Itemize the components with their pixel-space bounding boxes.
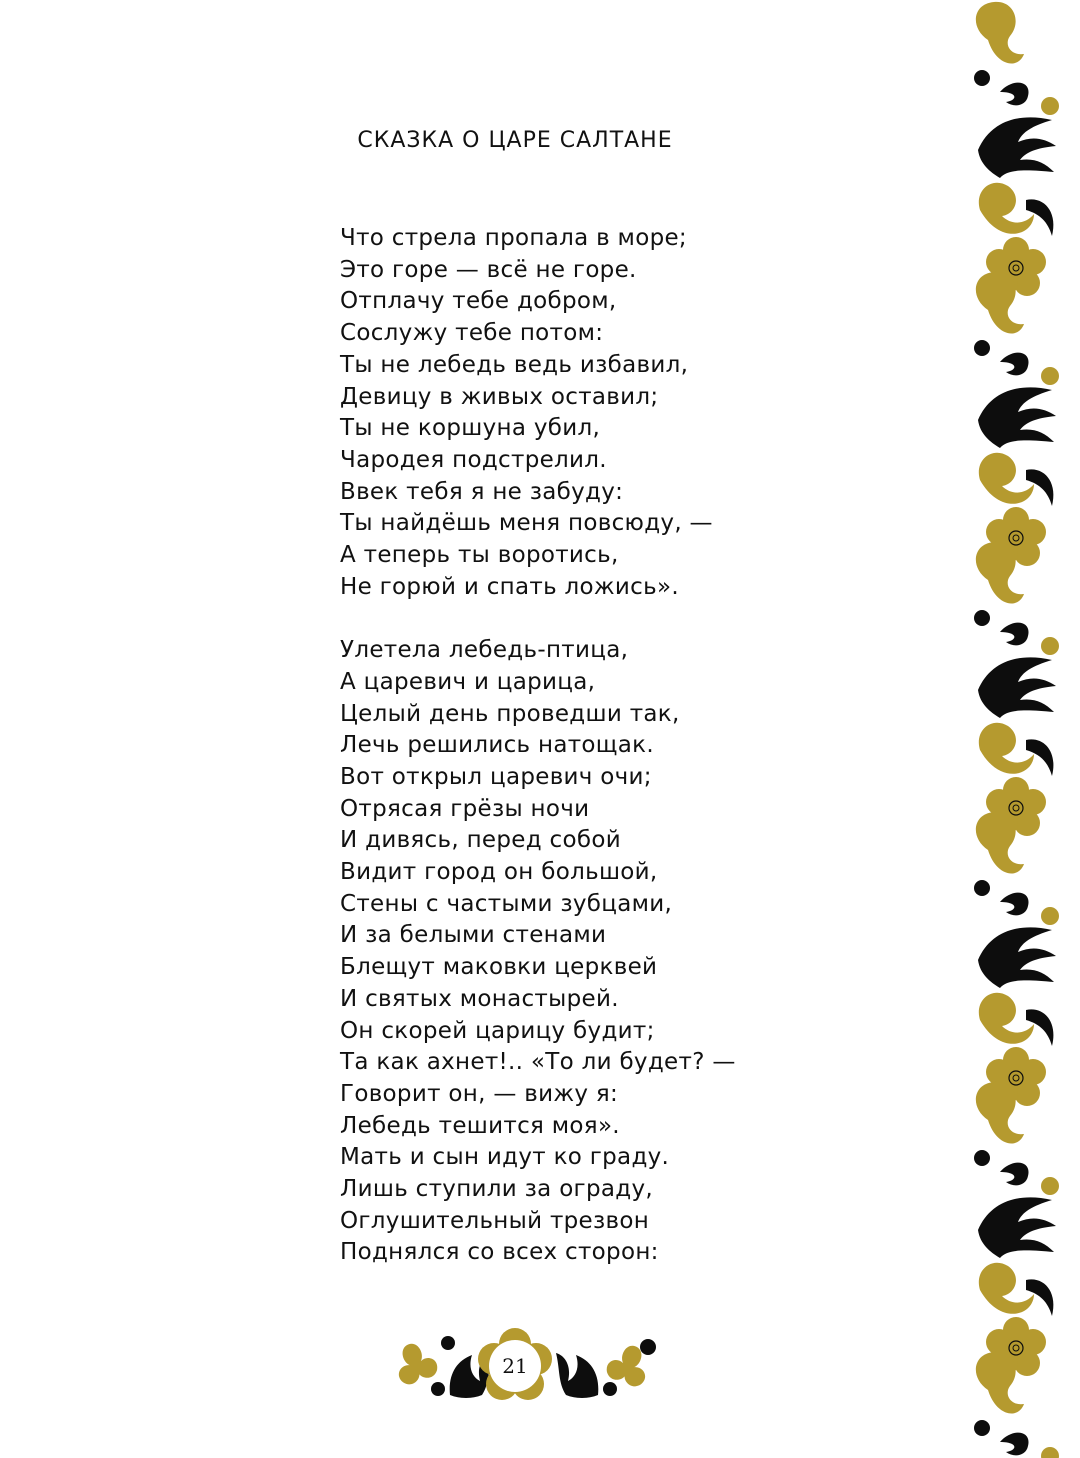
verse-line: Та как ахнет!.. «То ли будет? — [340, 1049, 736, 1076]
verse-line: И святых монастырей. [340, 985, 619, 1012]
verse-line: Ты не коршуна убил, [340, 415, 601, 442]
dot-icon [640, 1339, 656, 1355]
verse-line: Улетела лебедь-птица, [340, 637, 629, 664]
dot-icon [603, 1382, 617, 1396]
dot-icon [431, 1382, 445, 1396]
verse-line: Поднялся со всех сторон: [340, 1239, 659, 1266]
verse-line: Говорит он, — вижу я: [340, 1080, 619, 1107]
verse-line: Ты не лебедь ведь избавил, [340, 351, 689, 378]
verse-line: А теперь ты воротись, [340, 542, 619, 569]
verse-line: И за белыми стенами [340, 922, 607, 949]
verse-line: Сослужу тебе потом: [340, 320, 604, 347]
verse-line: И дивясь, перед собой [340, 827, 621, 854]
page-number: 21 [489, 1340, 541, 1392]
dot-icon [441, 1336, 455, 1350]
flower-icon [390, 1338, 440, 1388]
verse-line: Видит город он большой, [340, 859, 658, 886]
verse-line: Блещут маковки церквей [340, 954, 658, 981]
running-title: СКАЗКА О ЦАРЕ САЛТАНЕ [357, 128, 673, 153]
verse-line: Ты найдёшь меня повсюду, — [340, 510, 713, 537]
verse-line: Отрясая грёзы ночи [340, 795, 590, 822]
verse-line: Оглушительный трезвон [340, 1207, 650, 1234]
leaf-icon [556, 1353, 598, 1398]
verse-line: Это горе — всё не горе. [340, 256, 637, 283]
verse-line: Девицу в живых оставил; [340, 383, 659, 410]
ornament-border [960, 0, 1080, 1458]
stanza-1 [340, 223, 800, 603]
poem-text [340, 223, 800, 1269]
stanza-2 [340, 635, 800, 1269]
verse-line: Лебедь тешится моя». [340, 1112, 620, 1139]
verse-line: Не горюй и спать ложись». [340, 573, 679, 600]
verse-line: Что стрела пропала в море; [340, 225, 687, 251]
verse-line: Ввек тебя я не забуду: [340, 478, 624, 505]
verse-line: Отплачу тебе добром, [340, 288, 617, 315]
verse-line: Лишь ступили за ограду, [340, 1176, 653, 1203]
verse-line: А царевич и царица, [340, 668, 596, 695]
verse-line: Лечь решились натощак. [340, 732, 654, 759]
verse-line: Стены с частыми зубцами, [340, 890, 673, 917]
verse-line: Мать и сын идут ко граду. [340, 1144, 670, 1171]
verse-line: Он скорей царицу будит; [340, 1017, 655, 1044]
verse-line: Вот открыл царевич очи; [340, 763, 652, 790]
verse-line: Чародея подстрелил. [340, 446, 607, 473]
verse-line: Целый день проведши так, [340, 700, 680, 727]
